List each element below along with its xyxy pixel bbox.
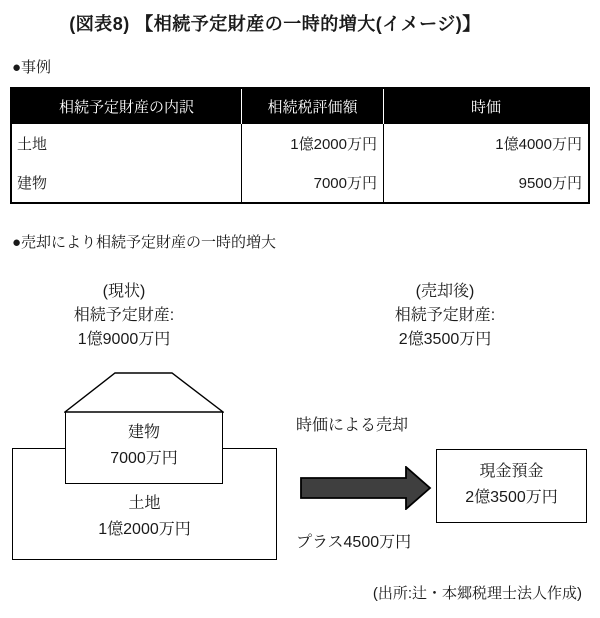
- house-roof-icon: [64, 372, 224, 413]
- building-value: 7000万円: [110, 450, 178, 467]
- current-state-amount: 1億9000万円: [77, 331, 171, 348]
- cash-value: 2億3500万円: [465, 489, 558, 506]
- cash-label-block: [436, 459, 587, 511]
- after-sale-state-block: [359, 280, 531, 352]
- sale-section-label: ●売却により相続予定財産の一時的増大: [12, 234, 277, 251]
- source-note: (出所:辻・本郷税理士法人作成): [372, 585, 582, 602]
- table-header-breakdown: 相続予定財産の内訳: [12, 89, 241, 124]
- after-sale-caption: (売却後): [415, 283, 475, 300]
- land-label-block: [12, 491, 277, 543]
- table-cell-land-assessed: 1億2000万円: [241, 124, 383, 163]
- table-header-market-value: 時価: [383, 89, 588, 124]
- table-cell-building-name: 建物: [17, 175, 48, 192]
- building-name: 建物: [127, 424, 160, 441]
- current-state-caption: (現状): [102, 283, 146, 300]
- figure-title: (図表8) 【相続予定財産の一時的増大(イメージ)】: [69, 14, 481, 34]
- table-cell-building-market: 9500万円: [383, 163, 588, 202]
- after-sale-label: 相続予定財産:: [394, 307, 496, 324]
- table-cell-land-name: 土地: [17, 136, 48, 153]
- sale-method-label: 時価による売却: [296, 417, 409, 434]
- table-header-assessed-value: 相続税評価額: [241, 89, 383, 124]
- arrow-right-icon: [300, 466, 432, 510]
- land-value: 1億2000万円: [98, 521, 191, 538]
- table-cell-land-market: 1億4000万円: [383, 124, 588, 163]
- table-cell-building-assessed: 7000万円: [241, 163, 383, 202]
- building-label-block: [65, 420, 223, 472]
- after-sale-amount: 2億3500万円: [398, 331, 492, 348]
- current-state-label: 相続予定財産:: [73, 307, 175, 324]
- cash-name: 現金預金: [479, 463, 544, 480]
- case-table: [10, 87, 590, 204]
- plus-amount-label: プラス4500万円: [296, 534, 412, 551]
- current-state-block: [38, 280, 210, 352]
- land-name: 土地: [128, 495, 161, 512]
- case-section-label: ●事例: [12, 59, 52, 76]
